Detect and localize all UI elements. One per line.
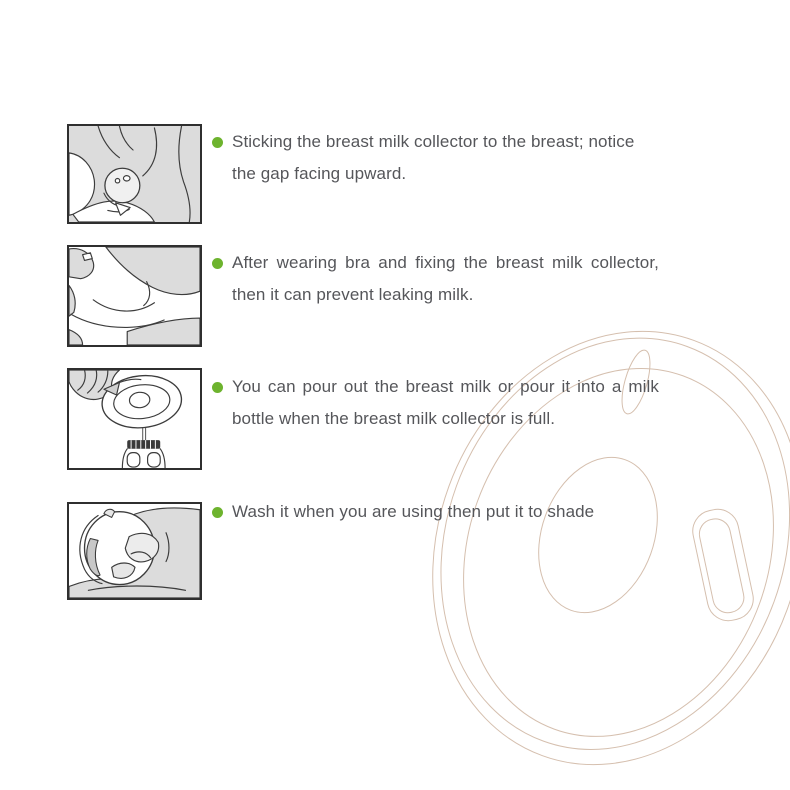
step-2-text: After wearing bra and fixing the breast milk collector, then it can prevent leaking milk.	[232, 253, 659, 304]
green-bullet-icon	[212, 137, 223, 148]
step-1-text: Sticking the breast milk collector to the breast; notice the gap facing upward.	[232, 132, 635, 183]
step-4-text: Wash it when you are using then put it to shade	[232, 502, 595, 521]
green-bullet-icon	[212, 382, 223, 393]
pouring-milk-into-bottle-illustration	[67, 368, 202, 470]
sticking-collector-to-breast-illustration	[67, 124, 202, 224]
washing-collector-illustration	[67, 502, 202, 600]
green-bullet-icon	[212, 507, 223, 518]
green-bullet-icon	[212, 258, 223, 269]
pour-spout-plug-outline	[689, 505, 757, 624]
step-3-text: You can pour out the breast milk or pour it into a milk bottle when the breast milk collector is full.	[232, 377, 659, 428]
bra-over-collector-illustration	[67, 245, 202, 347]
